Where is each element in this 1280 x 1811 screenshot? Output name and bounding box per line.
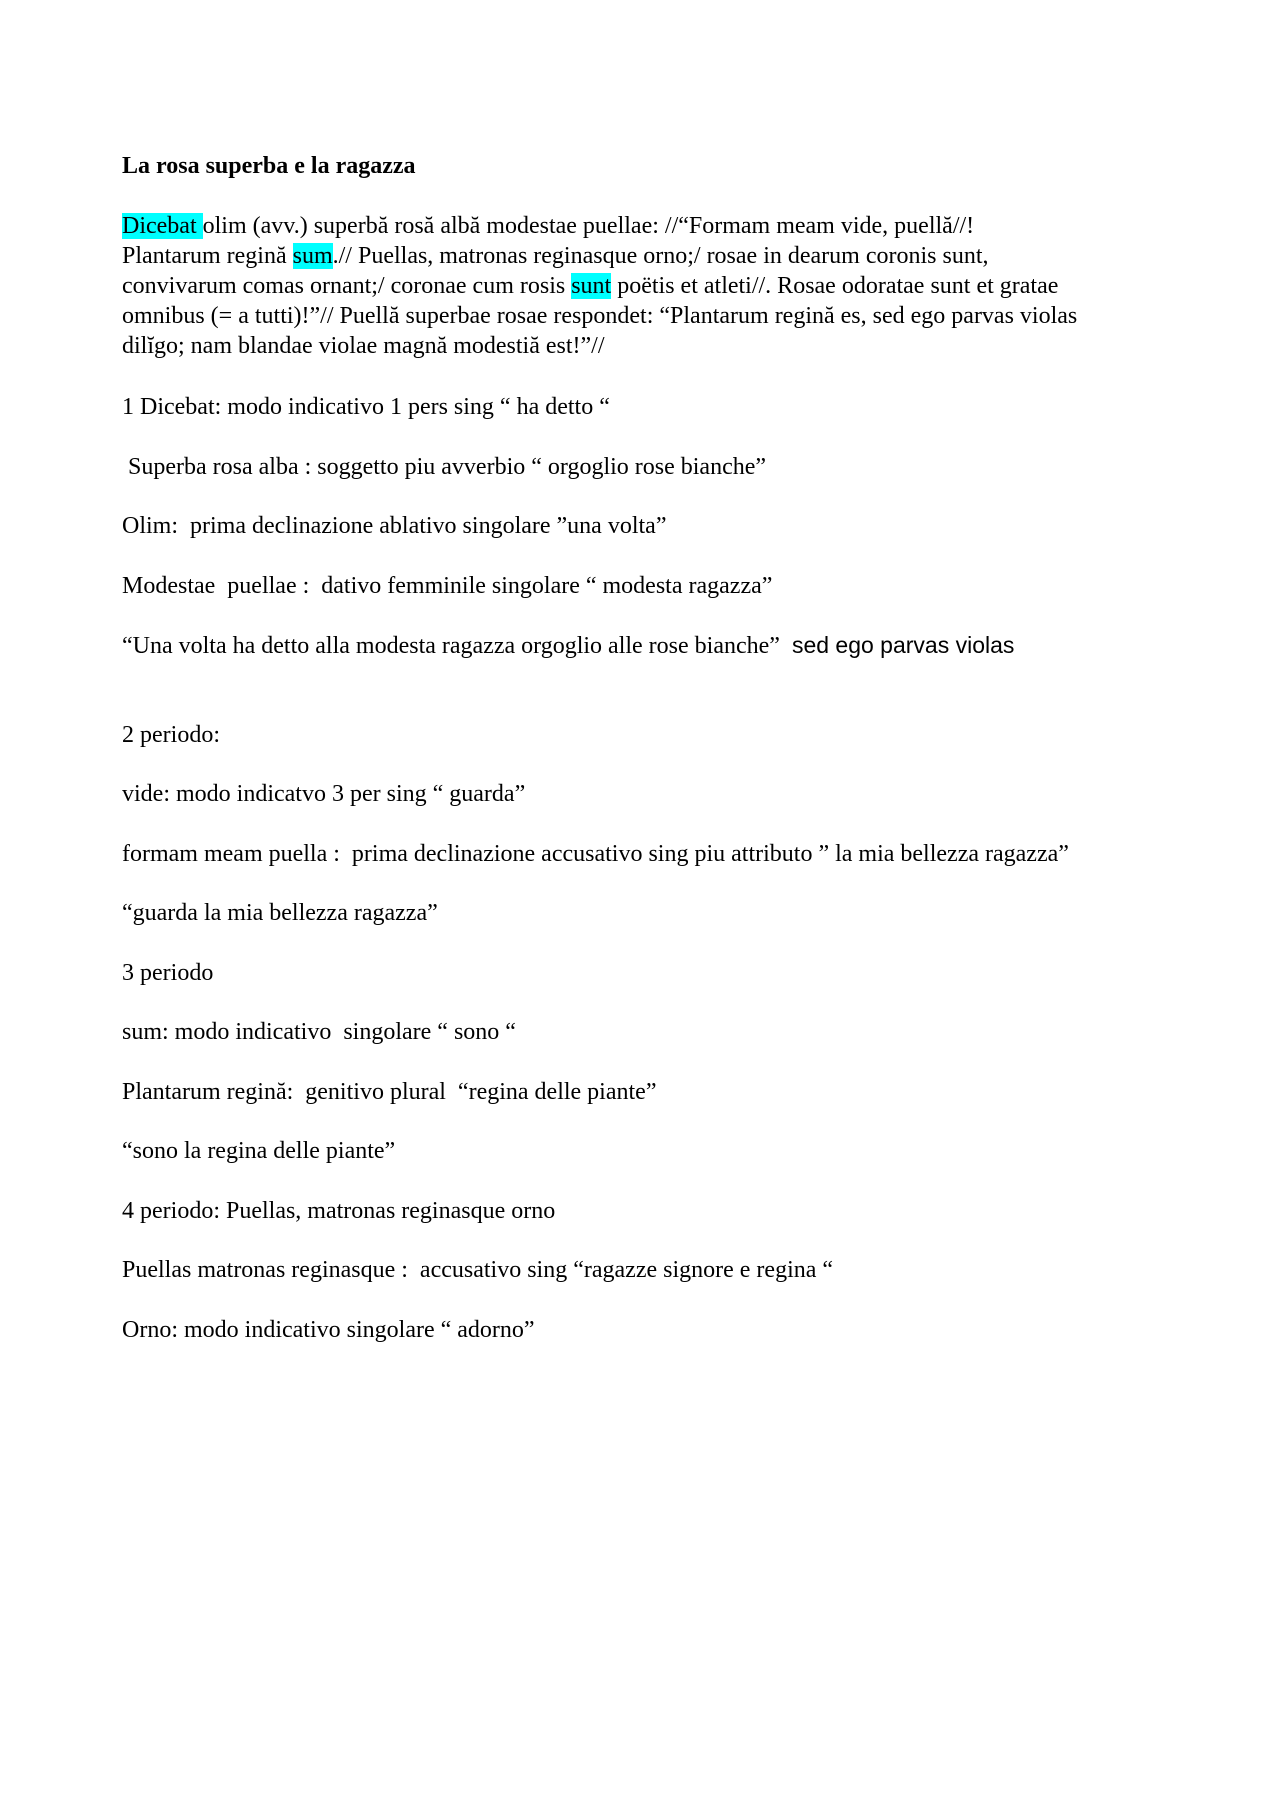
highlighted-word: sunt [571,273,612,299]
note-text: “Una volta ha detto alla modesta ragazza orgoglio alle rose bianche” [122,633,792,659]
highlighted-word: Dicebat [122,213,203,239]
passage-line [122,241,1182,271]
passage-text: convivarum comas ornant;/ coronae cum rosis [122,273,572,299]
note-line: Superba rosa alba : soggetto piu avverbio “ orgoglio rose bianche” [122,454,767,480]
note-line: Orno: modo indicativo singolare “ adorno” [122,1317,535,1343]
section-heading: 4 periodo: Puellas, matronas reginasque orno [122,1198,556,1224]
passage-text: .// Puellas, matronas reginasque orno;/ rosae in dearum coronis sunt, [332,243,989,269]
passage-line: omnibus (= a tutti)!”// Puellă superbae rosae respondet: “Plantarum regină es, sed ego parvas violas [122,303,1078,329]
note-line [122,630,1014,661]
note-line: “guarda la mia bellezza ragazza” [122,900,438,926]
note-line: 1 Dicebat: modo indicativo 1 pers sing “ ha detto “ [122,394,610,420]
passage-line [122,211,1182,241]
note-line: Modestae puellae : dativo femminile singolare “ modesta ragazza” [122,573,773,599]
passage-line: dilĭgo; nam blandae violae magnă modestiă est!”// [122,333,605,359]
note-line: Olim: prima declinazione ablativo singolare ”una volta” [122,513,667,539]
passage-text: olim (avv.) superbă rosă albă modestae puellae: //“Formam meam vide, puellă//! [202,213,975,239]
note-line: formam meam puella : prima declinazione accusativo sing piu attributo ” la mia bellezza ragazza” [122,841,1069,867]
note-line: Plantarum regină: genitivo plural “regina delle piante” [122,1079,657,1105]
note-line: sum: modo indicativo singolare “ sono “ [122,1019,516,1045]
note-line: “sono la regina delle piante” [122,1138,396,1164]
note-line: vide: modo indicatvo 3 per sing “ guarda” [122,781,526,807]
document-title: La rosa superba e la ragazza [122,153,416,179]
highlighted-word: sum [292,243,333,269]
passage-text: Plantarum regină [122,243,293,269]
passage-line [122,271,1182,301]
latin-passage [122,211,1182,361]
passage-text: poëtis et atleti//. Rosae odoratae sunt et gratae [611,273,1059,299]
section-heading: 3 periodo [122,960,214,986]
section-heading: 2 periodo: [122,722,220,748]
note-text-sans: sed ego parvas violas [791,632,1015,658]
note-line: Puellas matronas reginasque : accusativo sing “ragazze signore e regina “ [122,1257,834,1283]
